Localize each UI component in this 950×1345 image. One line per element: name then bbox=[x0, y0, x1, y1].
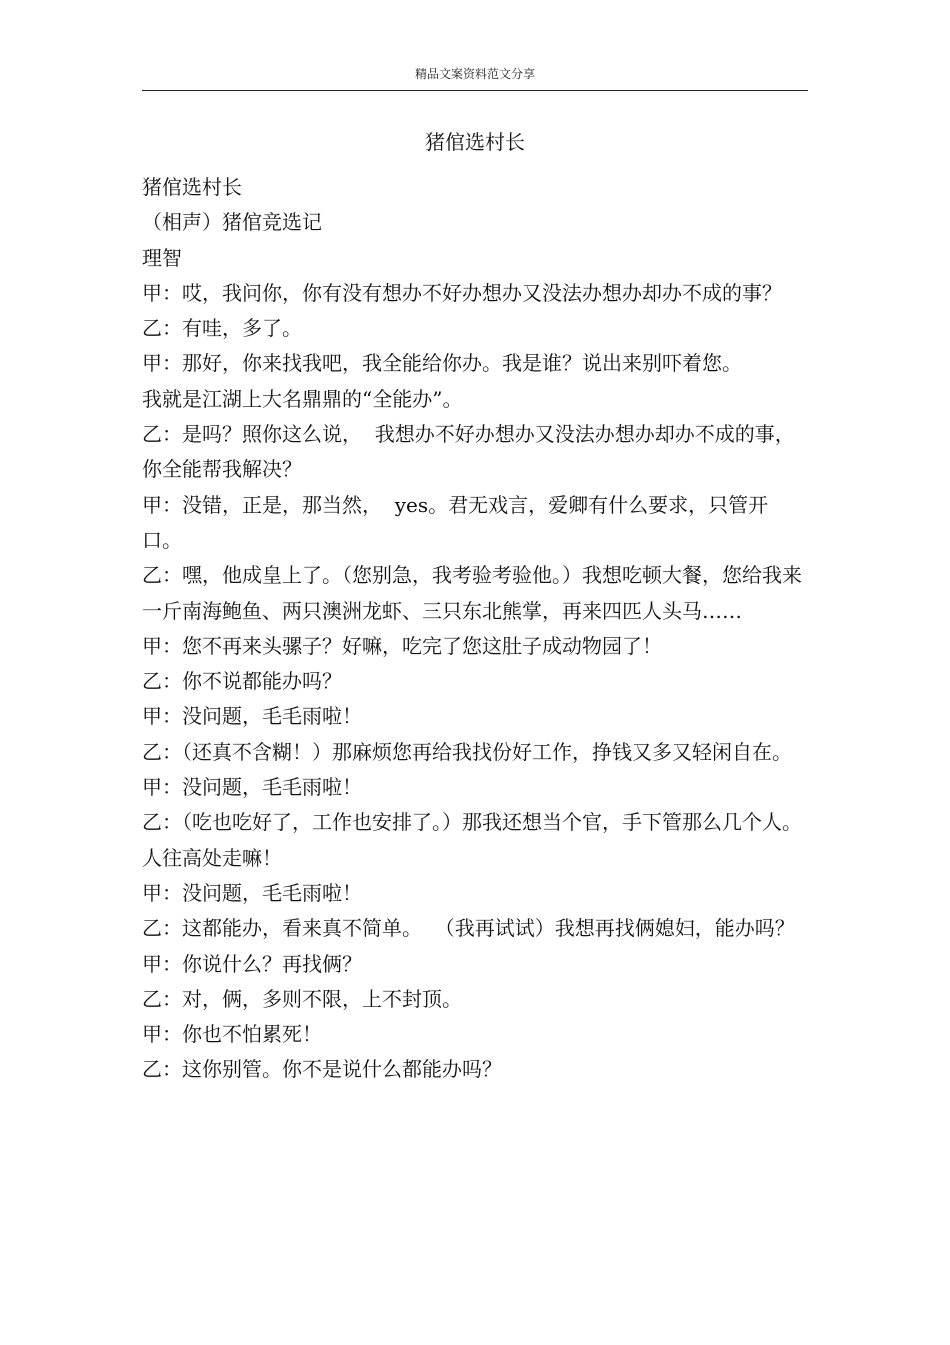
paragraph: 甲：你也不怕累死！ bbox=[142, 1022, 322, 1047]
paragraph: 乙：有哇，多了。 bbox=[142, 316, 302, 341]
paragraph: 甲：没问题，毛毛雨啦！ bbox=[142, 880, 362, 905]
paragraph: 乙：这都能办，看来真不简单。 （我再试试）我想再找俩媳妇，能办吗？ bbox=[142, 916, 795, 941]
paragraph: 乙：嘿，他成皇上了。（您别急，我考验考验他。）我想吃顿大餐，您给我来一斤南海鲍鱼、两只澳洲龙虾、三只东北熊掌，再来四匹人头马…… bbox=[142, 563, 802, 623]
paragraph: 乙：（还真不含糊！）那麻烦您再给我找份好工作，挣钱又多又轻闲自在。 bbox=[142, 739, 792, 764]
document-title: 猪倌选村长 bbox=[425, 130, 525, 154]
paragraph: 乙：对，俩，多则不限，上不封顶。 bbox=[142, 986, 462, 1011]
paragraph: 乙：这你别管。你不是说什么都能办吗？ bbox=[142, 1057, 502, 1082]
paragraph: 甲：没问题，毛毛雨啦！ bbox=[142, 704, 362, 729]
header-divider bbox=[142, 90, 808, 91]
paragraph: 理智 bbox=[142, 245, 182, 270]
paragraph: 甲：那好，你来找我吧，我全能给你办。我是谁？说出来别吓着您。 bbox=[142, 351, 742, 376]
paragraph: 甲：您不再来头骡子？好嘛，吃完了您这肚子成动物园了！ bbox=[142, 633, 662, 658]
paragraph: 甲：你说什么？再找俩？ bbox=[142, 951, 362, 976]
page-header: 精品文案资料范文分享 bbox=[414, 67, 535, 81]
paragraph: 甲：没错，正是，那当然， yes。君无戏言，爱卿有什么要求，只管开口。 bbox=[142, 492, 769, 552]
paragraph: 我就是江湖上大名鼎鼎的“全能办”。 bbox=[142, 386, 463, 411]
paragraph: 乙：你不说都能办吗？ bbox=[142, 669, 342, 694]
paragraph: 甲：哎，我问你，你有没有想办不好办想办又没法办想办却办不成的事？ bbox=[142, 280, 782, 305]
paragraph: （相声）猪倌竞选记 bbox=[142, 210, 322, 235]
paragraph: 甲：没问题，毛毛雨啦！ bbox=[142, 775, 362, 800]
document-body bbox=[142, 170, 808, 1088]
paragraph: 乙：是吗？照你这么说， 我想办不好办想办又没法办想办却办不成的事，你全能帮我解决？ bbox=[142, 422, 795, 482]
paragraph: 猪倌选村长 bbox=[142, 175, 242, 199]
paragraph: 乙：（吃也吃好了，工作也安排了。）那我还想当个官，手下管那么几个人。人往高处走嘛！ bbox=[142, 810, 802, 870]
